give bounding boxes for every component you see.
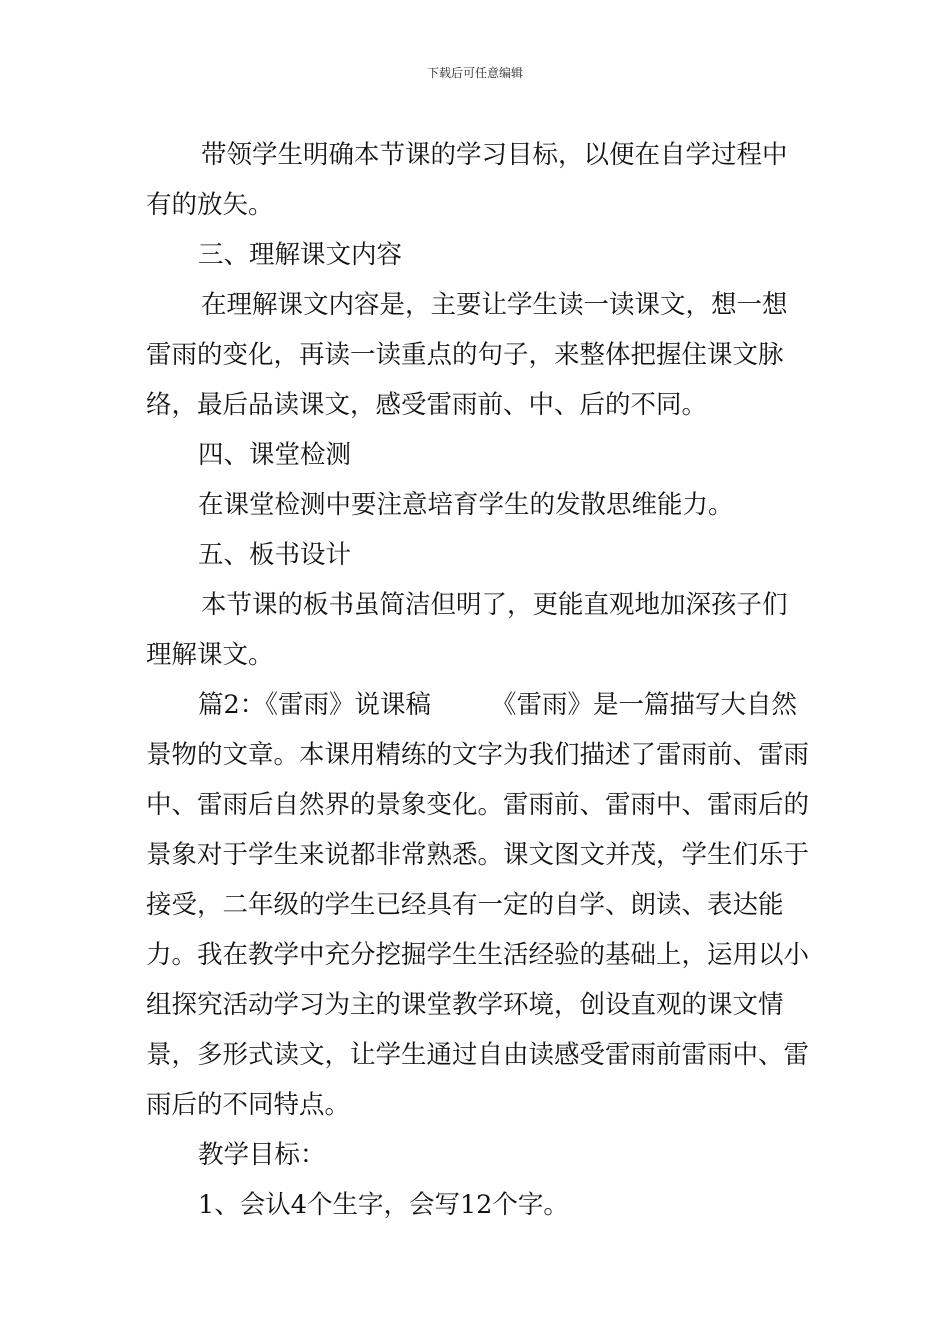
heading-class-test: 四、课堂检测 (198, 440, 352, 470)
paragraph-learning-goals: 带领学生明确本节课的学习目标，以便在自学过程中有的放矢。 (146, 140, 788, 220)
page-header: 下载后可任意编辑 (426, 66, 523, 80)
lesson-intro-text: 《雷雨》是一篇描写大自然景物的文章。本课用精练的文字为我们描述了雷雨前、雷雨中、雷雨后自然界的景象变化。雷雨前、雷雨中、雷雨后的景象对于学生来说都非常熟悉。课文图文并茂，学生们乐于接受，二年级的学生已经具有一定的自学、朗读、表达能力。我在教学中充分挖掘学生生活经验的基础上，运用以小组探究活动学习为主的课堂教学环境，创设直观的课文情景，多形式读文，让学生通过自由读感受雷雨前雷雨中、雷雨后的不同特点。 (146, 690, 810, 1120)
paragraph-class-test: 在课堂检测中要注意培育学生的发散思维能力。 (198, 490, 734, 520)
heading-teaching-goals: 教学目标： (198, 1140, 326, 1170)
lesson-title: 篇2：《雷雨》说课稿 (198, 690, 431, 720)
paragraph-goal-1: 1、会认4个生字，会写12个字。 (198, 1190, 569, 1220)
paragraph-understand-text: 在理解课文内容是，主要让学生读一读课文，想一想雷雨的变化，再读一读重点的句子，来整体把握住课文脉络，最后品读课文，感受雷雨前、中、后的不同。 (146, 290, 788, 420)
document-body (146, 130, 810, 1230)
heading-board-design: 五、板书设计 (198, 540, 352, 570)
paragraph-lesson-intro (146, 680, 810, 1130)
paragraph-board-design: 本节课的板书虽简洁但明了，更能直观地加深孩子们理解课文。 (146, 590, 788, 670)
heading-understand-text: 三、理解课文内容 (198, 240, 403, 270)
